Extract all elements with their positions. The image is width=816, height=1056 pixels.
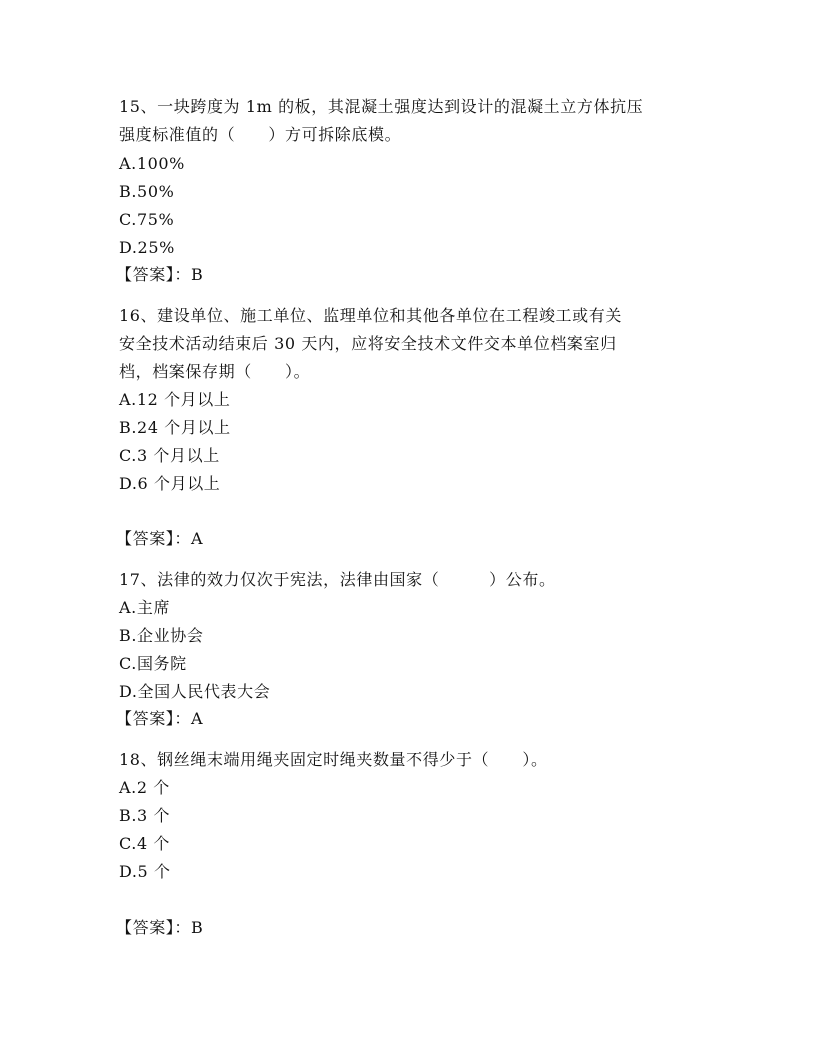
option-c: C.4 个 [119, 834, 171, 853]
option-d: D.全国人民代表大会 [119, 682, 271, 701]
option-a: A.100% [119, 154, 185, 173]
answer-label: 【答案】：B [116, 265, 204, 284]
question-stem-line: 强度标准值的（ ）方可拆除底模。 [119, 125, 402, 144]
option-a: A.主席 [119, 598, 171, 617]
question-stem-line: 17、法律的效力仅次于宪法，法律由国家（ ）公布。 [119, 570, 556, 589]
option-d: D.25% [119, 238, 175, 257]
answer-label: 【答案】：A [116, 709, 204, 728]
option-d: D.5 个 [119, 862, 171, 881]
option-b: B.3 个 [119, 806, 171, 825]
answer-label: 【答案】：B [116, 918, 204, 937]
answer-label: 【答案】：A [116, 529, 204, 548]
option-a: A.12 个月以上 [119, 390, 231, 409]
question-stem-line: 16、建设单位、施工单位、监理单位和其他各单位在工程竣工或有关 [119, 306, 622, 325]
option-c: C.3 个月以上 [119, 446, 220, 465]
option-a: A.2 个 [119, 778, 170, 797]
option-c: C.国务院 [119, 654, 187, 673]
option-b: B.企业协会 [119, 626, 204, 645]
question-stem-line: 15、一块跨度为 1m 的板，其混凝土强度达到设计的混凝土立方体抗压 [119, 97, 644, 116]
option-b: B.24 个月以上 [119, 418, 231, 437]
option-b: B.50% [119, 182, 175, 201]
option-c: C.75% [119, 210, 175, 229]
option-d: D.6 个月以上 [119, 474, 221, 493]
question-stem-line: 安全技术活动结束后 30 天内，应将安全技术文件交本单位档案室归 [119, 334, 617, 353]
question-stem-line: 档，档案保存期（ ）。 [119, 362, 311, 381]
question-stem-line: 18、钢丝绳末端用绳夹固定时绳夹数量不得少于（ ）。 [119, 750, 548, 769]
